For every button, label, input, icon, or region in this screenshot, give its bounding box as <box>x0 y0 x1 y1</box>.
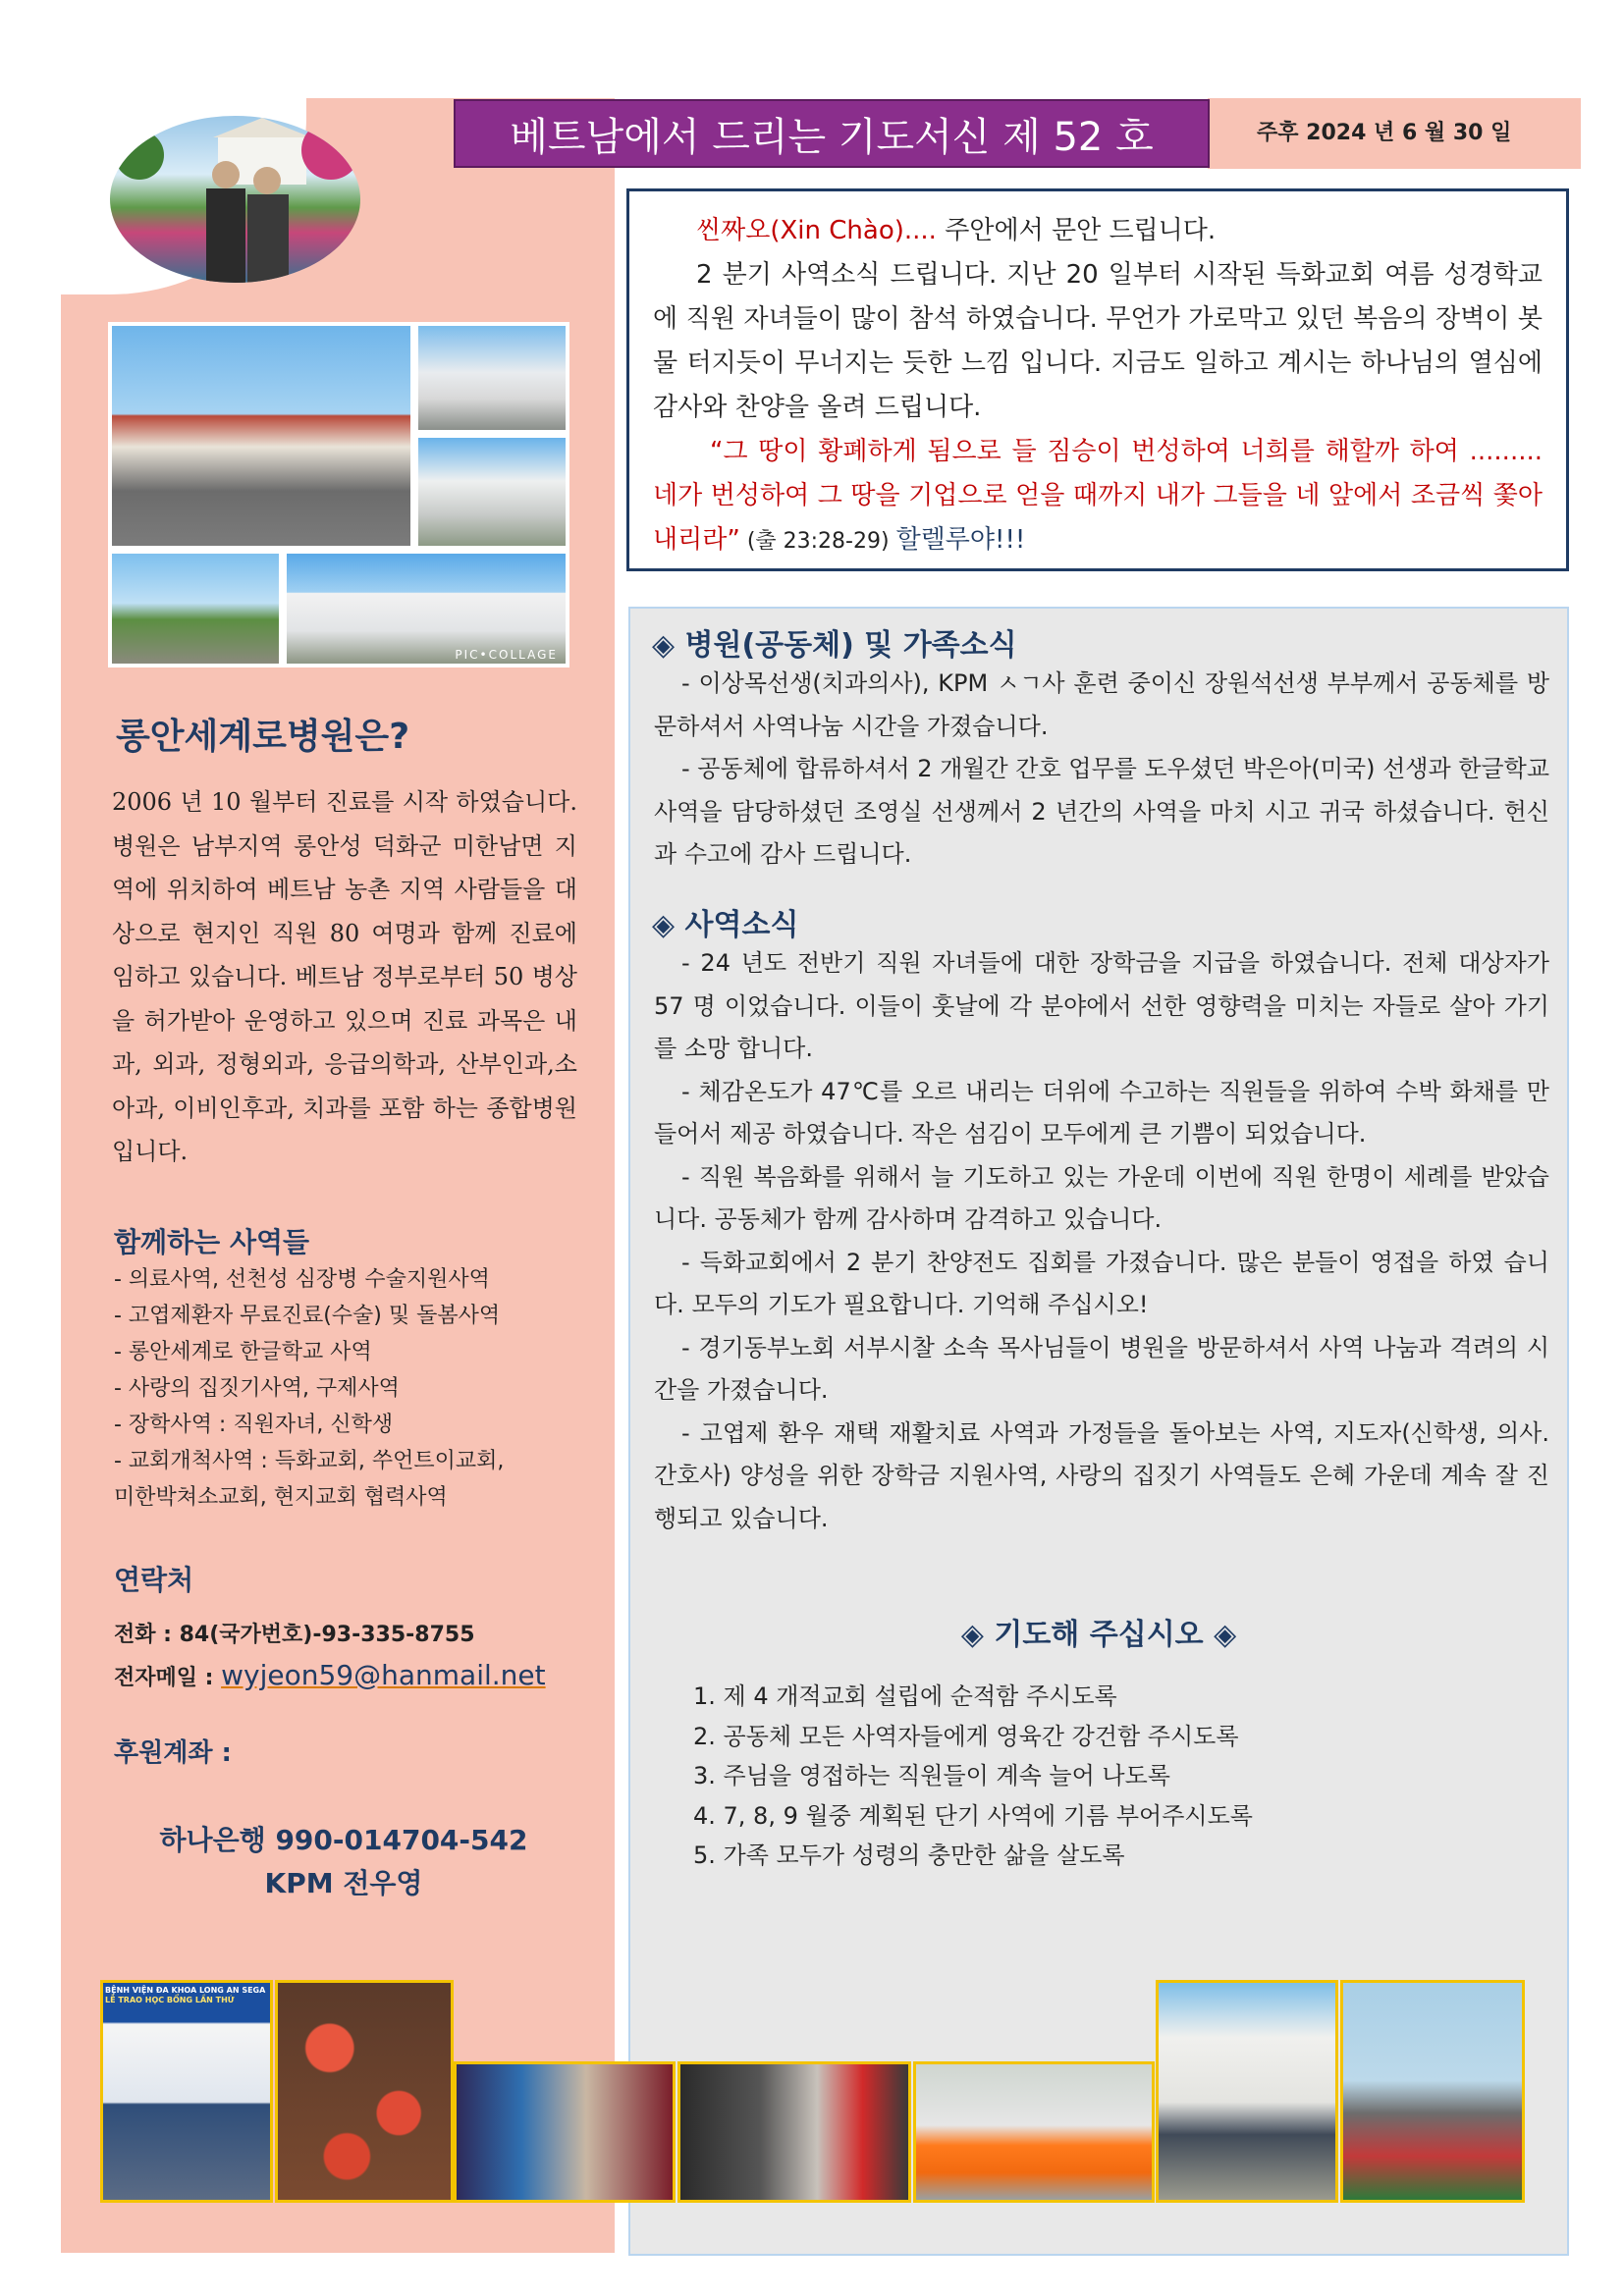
phone-number: 전화 : 84(국가번호)-93-335-8755 <box>114 1623 475 1647</box>
contact-heading: 연락처 <box>114 1564 194 1596</box>
prayer-item: 5. 가족 모두가 성령의 충만한 삶을 살도록 <box>693 1842 1125 1869</box>
ministries-heading: 함께하는 사역들 <box>114 1226 310 1258</box>
news-paragraph: - 체감온도가 47℃를 오르 내리는 더위에 수고하는 직원들을 위하여 수박 화채를 만들어서 제공 하였습니다. 작은 섬김이 모두에게 큰 기쁨이 되었습니다. <box>654 1077 1549 1148</box>
hospital-main-building-photo <box>110 324 412 548</box>
prayer-heading: ◈ 기도해 주십시오 ◈ <box>960 1618 1237 1652</box>
newsletter-title: 베트남에서 드리는 기도서신 제 52 호 <box>454 99 1210 168</box>
scholarship-ceremony-photo <box>100 1980 273 2203</box>
collage-watermark: PIC•COLLAGE <box>455 648 558 662</box>
news-paragraph: - 이상목선생(치과의사), KPM ㅅㄱ사 훈련 중이신 장원석선생 부부께서 공동체를 방문하셔서 사역나눔 시간을 가졌습니다. <box>654 669 1549 740</box>
ministries-list <box>114 1261 585 1516</box>
ministry-news-heading: ◈ 사역소식 <box>652 908 799 942</box>
hospital-grounds-photo <box>110 552 281 666</box>
hospital-photo-collage <box>108 322 569 667</box>
donation-account-heading: 후원계좌 : <box>114 1738 232 1768</box>
ministry-item: - 교회개척사역 : 득화교회, 쑤언트이교회, <box>114 1449 505 1473</box>
greeting-xin-chao: 씬짜오(Xin Chào).... <box>696 216 937 245</box>
bank-account <box>147 1819 540 1905</box>
ministry-item: - 의료사역, 선천성 심장병 수술지원사역 <box>114 1267 490 1292</box>
prayer-item: 3. 주님을 영접하는 직원들이 계속 늘어 나도록 <box>693 1762 1170 1789</box>
children-group-photo <box>913 2061 1155 2203</box>
hospital-community-news <box>654 663 1549 877</box>
ministry-item: 미한박쳐소교회, 현지교회 협력사역 <box>114 1485 448 1510</box>
worship-service-photo <box>677 2061 911 2203</box>
news-paragraph: - 공동체에 합류하셔서 2 개월간 간호 업무를 도우셨던 박은아(미국) 선생과 한글학교 사역을 담당하셨던 조영실 선생께서 2 년간의 사역을 마치 시고 귀국 하셨습니다. 헌신과 수고에 감사 드립니다. <box>654 755 1550 868</box>
ministry-item: - 사랑의 집짓기사역, 구제사역 <box>114 1376 400 1401</box>
prayer-item: 2. 공동체 모든 사역자들에게 영육간 강건함 주시도록 <box>693 1722 1239 1750</box>
news-paragraph: - 고엽제 환우 재택 재활치료 사역과 가정들을 돌아보는 사역, 지도자(신학생, 의사. 간호사) 양성을 위한 장학금 지원사역, 사랑의 집짓기 사역들도 은혜 가운데 계속 잘 진행되고 있습니다. <box>654 1418 1549 1532</box>
hospital-wing-photo <box>416 436 568 548</box>
hospital-side-building-photo <box>416 324 568 432</box>
hallelujah-text: 할렐루야!!! <box>895 525 1026 555</box>
news-paragraph: - 득화교회에서 2 분기 찬양전도 집회를 가졌습니다. 많은 분들이 영접을 하였 습니다. 모두의 기도가 필요합니다. 기억해 주십시오! <box>654 1248 1549 1318</box>
intro-greeting-box <box>626 188 1569 571</box>
bank-account-number: 하나은행 990-014704-542 <box>159 1824 528 1856</box>
intro-body: 2 분기 사역소식 드립니다. 지난 20 일부터 시작된 득화교회 여름 성경학교에 직원 자녀들이 많이 참석 하였습니다. 무언가 가로막고 있던 복음의 장벽이 봇물 터지듯이 무너지는 듯한 느낌 입니다. 지금도 일하고 계시는 하나님의 열심에 감사와 찬양을 올려 드립니다. <box>653 260 1543 422</box>
banner-line-2: LỄ TRAO HỌC BỔNG LẦN THỨ <box>105 1996 235 2004</box>
banner-line-1: BỆNH VIỆN ĐA KHOA LONG AN SEGA <box>105 1986 266 1995</box>
watermelon-punch-photo <box>275 1980 454 2203</box>
prayer-item: 4. 7, 8, 9 월중 계획된 단기 사역에 기름 부어주시도록 <box>693 1801 1253 1830</box>
home-visit-photo <box>1340 1980 1525 2203</box>
email-link[interactable]: wyjeon59@hanmail.net <box>221 1659 546 1691</box>
news-paragraph: - 24 년도 전반기 직원 자녀들에 대한 장학금을 지급을 하였습니다. 전체 대상자가 57 명 이었습니다. 이들이 훗날에 각 분야에서 선한 영향력을 미치는 자들로 살아 가기를 소망 합니다. <box>654 949 1549 1062</box>
news-paragraph: - 직원 복음화를 위해서 늘 기도하고 있는 가운데 이번에 직원 한명이 세례를 받았습니다. 공동체가 함께 감사하며 감격하고 있습니다. <box>654 1162 1549 1233</box>
issue-date: 주후 2024 년 6 월 30 일 <box>1257 121 1512 145</box>
hospital-description: 2006 년 10 월부터 진료를 시작 하였습니다. 병원은 남부지역 롱안성 덕화군 미한남면 지역에 위치하여 베트남 농촌 지역 사람들을 대상으로 현지인 직원 80 여명과 함께 진료에 임하고 있습니다. 베트남 정부로부터 50 병상을 허가받아 운영하고 있으며 진료 과목은 내과, 외과, 정형외과, 응급의학과, 산부인과,소아과, 이비인후과, 치과를 포함 하는 종합병원 입니다. <box>112 788 577 1165</box>
baptism-photo <box>454 2061 676 2203</box>
hospital-community-news-heading: ◈ 병원(공동체) 및 가족소식 <box>652 628 1017 663</box>
prayer-list <box>693 1677 1557 1876</box>
verse-reference: (출 23:28-29) <box>739 529 896 554</box>
ministry-item: - 장학사역 : 직원자녀, 신학생 <box>114 1413 394 1437</box>
prayer-item: 1. 제 4 개적교회 설립에 순적함 주시도록 <box>693 1682 1117 1710</box>
pastors-visit-photo <box>1156 1980 1338 2203</box>
ministry-news <box>654 942 1549 1540</box>
email-row <box>114 1659 546 1691</box>
email-label: 전자메일 : <box>114 1666 222 1690</box>
ministry-item: - 롱안세계로 한글학교 사역 <box>114 1340 372 1364</box>
ministry-item: - 고엽제환자 무료진료(수술) 및 돌봄사역 <box>114 1304 501 1328</box>
news-paragraph: - 경기동부노회 서부시찰 소속 목사님들이 병원을 방문하셔서 사역 나눔과 격려의 시간을 가졌습니다. <box>654 1333 1549 1404</box>
hospital-white-building-photo <box>285 552 568 666</box>
bible-verse <box>653 430 1543 563</box>
verse-text: “그 땅이 황폐하게 됨으로 들 짐승이 번성하여 너희를 해할까 하여 .........네가 번성하여 그 땅을 기업으로 얻을 때까지 내가 그들을 네 앞에서 조금씩 쫓아 내리라” <box>653 437 1543 555</box>
greeting-rest: 주안에서 문안 드립니다. <box>936 216 1217 245</box>
hospital-heading: 롱안세계로병원은? <box>116 717 410 757</box>
account-holder: KPM 전우영 <box>264 1867 423 1899</box>
couple-photo <box>110 116 360 283</box>
greeting-line <box>653 209 1543 253</box>
